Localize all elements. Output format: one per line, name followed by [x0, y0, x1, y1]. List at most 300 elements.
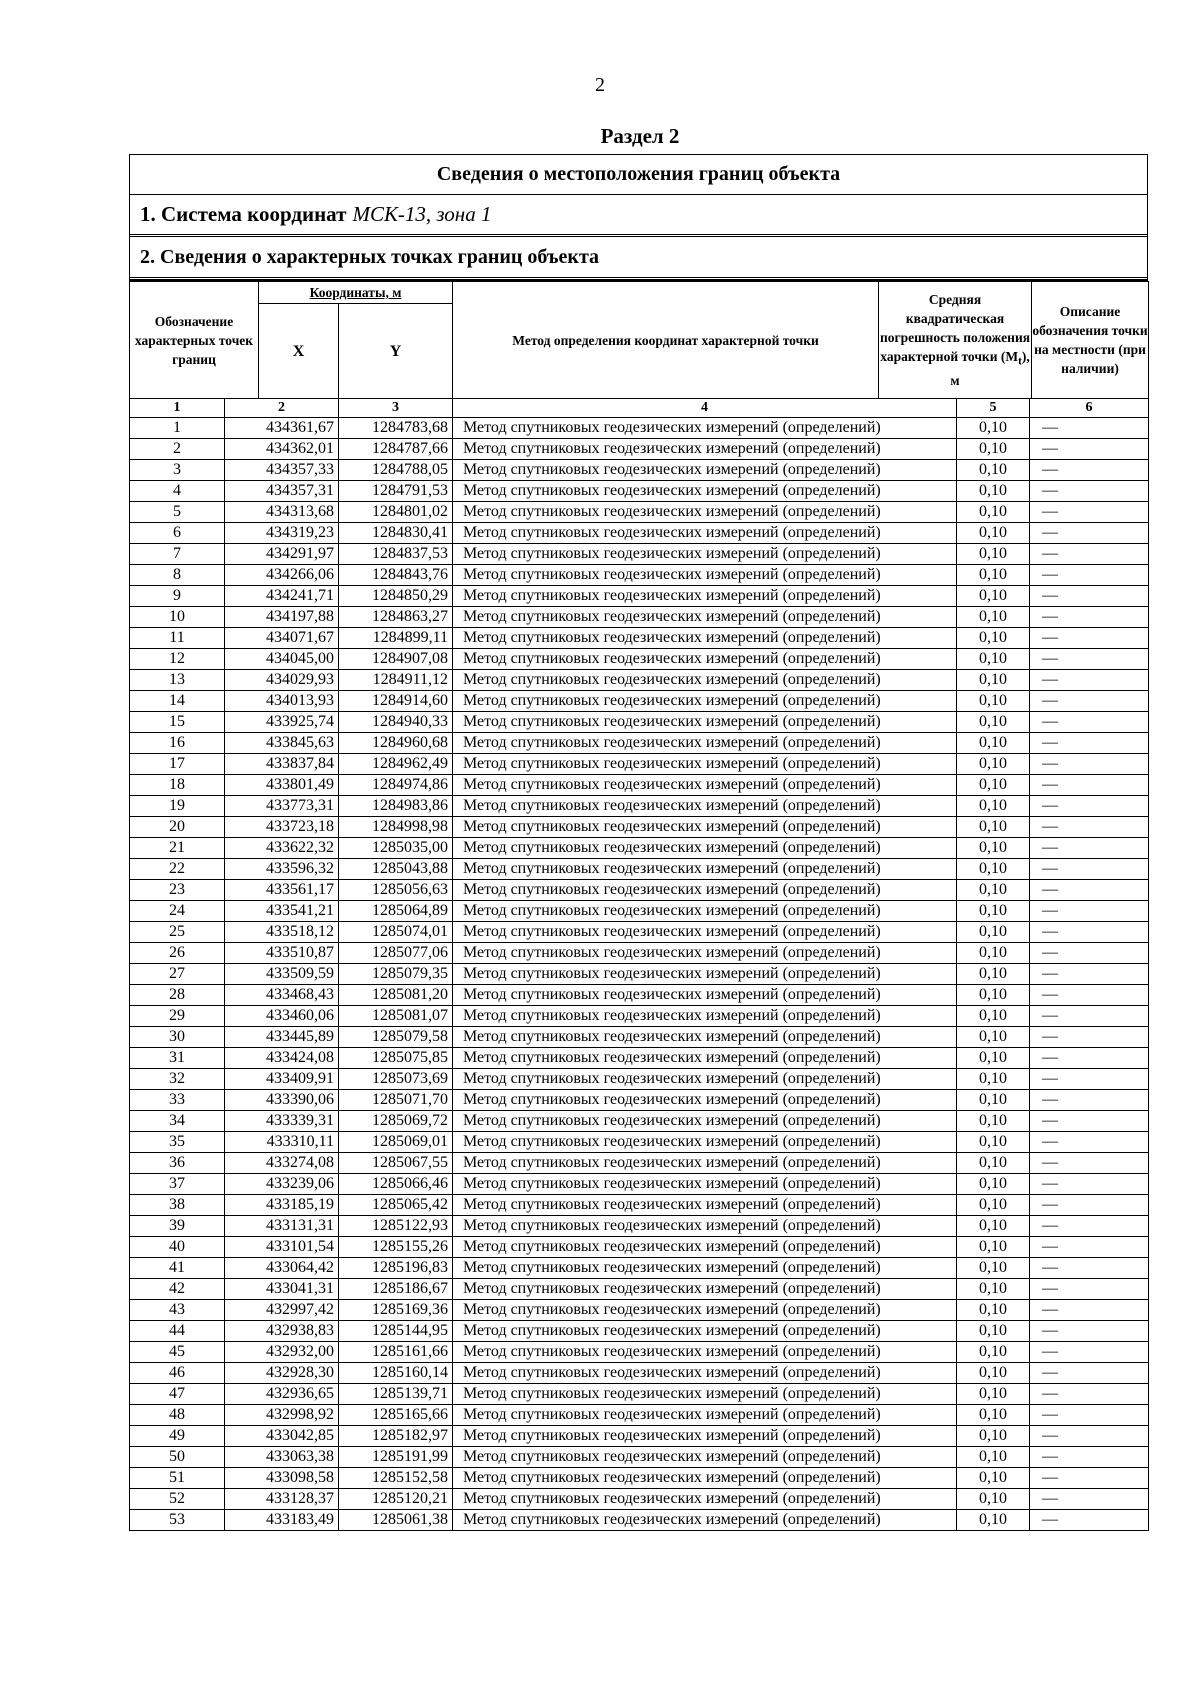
description-cell: — [1030, 502, 1149, 523]
error-cell: 0,10 [957, 1027, 1030, 1048]
description-cell: — [1030, 1489, 1149, 1510]
method-cell: Метод спутниковых геодезических измерений (определений) [453, 460, 957, 481]
y-coordinate-cell: 1285161,66 [339, 1342, 453, 1363]
column-number-row [130, 399, 1149, 418]
x-coordinate-cell: 433445,89 [225, 1027, 339, 1048]
x-coordinate-cell: 433845,63 [225, 733, 339, 754]
point-number-cell: 30 [130, 1027, 225, 1048]
method-cell: Метод спутниковых геодезических измерений (определений) [453, 586, 957, 607]
x-coordinate-cell: 433773,31 [225, 796, 339, 817]
table-row [130, 1237, 1149, 1258]
error-cell: 0,10 [957, 1069, 1030, 1090]
description-cell: — [1030, 1300, 1149, 1321]
method-cell: Метод спутниковых геодезических измерений (определений) [453, 418, 957, 439]
x-coordinate-cell: 432997,42 [225, 1300, 339, 1321]
y-coordinate-cell: 1284788,05 [339, 460, 453, 481]
method-cell: Метод спутниковых геодезических измерений (определений) [453, 1048, 957, 1069]
method-cell: Метод спутниковых геодезических измерений (определений) [453, 712, 957, 733]
error-cell: 0,10 [957, 1090, 1030, 1111]
error-cell: 0,10 [957, 1279, 1030, 1300]
table-row [130, 481, 1149, 502]
point-number-cell: 2 [130, 439, 225, 460]
x-coordinate-cell: 433310,11 [225, 1132, 339, 1153]
description-cell: — [1030, 586, 1149, 607]
table-row [130, 1489, 1149, 1510]
point-number-cell: 45 [130, 1342, 225, 1363]
description-cell: — [1030, 964, 1149, 985]
point-number-cell: 43 [130, 1300, 225, 1321]
x-coordinate-cell: 433424,08 [225, 1048, 339, 1069]
error-cell: 0,10 [957, 1447, 1030, 1468]
point-number-cell: 31 [130, 1048, 225, 1069]
x-coordinate-cell: 433596,32 [225, 859, 339, 880]
x-coordinate-cell: 433339,31 [225, 1111, 339, 1132]
x-coordinate-cell: 433622,32 [225, 838, 339, 859]
table-row [130, 733, 1149, 754]
y-coordinate-cell: 1285165,66 [339, 1405, 453, 1426]
method-cell: Метод спутниковых геодезических измерений (определений) [453, 565, 957, 586]
error-cell: 0,10 [957, 544, 1030, 565]
column-number: 1 [130, 399, 225, 418]
table-row [130, 565, 1149, 586]
error-cell: 0,10 [957, 1405, 1030, 1426]
header-error-sub: t [1018, 355, 1022, 368]
description-cell: — [1030, 754, 1149, 775]
x-coordinate-cell: 433098,58 [225, 1468, 339, 1489]
y-coordinate-cell: 1285196,83 [339, 1258, 453, 1279]
x-coordinate-cell: 432928,30 [225, 1363, 339, 1384]
x-coordinate-cell: 432998,92 [225, 1405, 339, 1426]
y-coordinate-cell: 1285035,00 [339, 838, 453, 859]
y-coordinate-cell: 1284787,66 [339, 439, 453, 460]
y-coordinate-cell: 1284783,68 [339, 418, 453, 439]
method-cell: Метод спутниковых геодезических измерений (определений) [453, 607, 957, 628]
y-coordinate-cell: 1285160,14 [339, 1363, 453, 1384]
table-row [130, 1216, 1149, 1237]
description-cell: — [1030, 796, 1149, 817]
table-row [130, 628, 1149, 649]
description-cell: — [1030, 838, 1149, 859]
point-number-cell: 23 [130, 880, 225, 901]
point-number-cell: 52 [130, 1489, 225, 1510]
y-coordinate-cell: 1284911,12 [339, 670, 453, 691]
point-number-cell: 53 [130, 1510, 225, 1531]
error-cell: 0,10 [957, 817, 1030, 838]
method-cell: Метод спутниковых геодезических измерений (определений) [453, 691, 957, 712]
method-cell: Метод спутниковых геодезических измерений (определений) [453, 1426, 957, 1447]
table-row [130, 1468, 1149, 1489]
table-row [130, 1384, 1149, 1405]
error-cell: 0,10 [957, 943, 1030, 964]
error-cell: 0,10 [957, 1153, 1030, 1174]
method-cell: Метод спутниковых геодезических измерений (определений) [453, 544, 957, 565]
point-number-cell: 16 [130, 733, 225, 754]
table-row [130, 1342, 1149, 1363]
error-cell: 0,10 [957, 523, 1030, 544]
description-cell: — [1030, 1027, 1149, 1048]
y-coordinate-cell: 1285079,35 [339, 964, 453, 985]
x-coordinate-cell: 433509,59 [225, 964, 339, 985]
header-point-designation: Обозначение характерных точек границ [130, 282, 259, 399]
description-cell: — [1030, 1510, 1149, 1531]
table-row [130, 796, 1149, 817]
y-coordinate-cell: 1284863,27 [339, 607, 453, 628]
x-coordinate-cell: 433510,87 [225, 943, 339, 964]
x-coordinate-cell: 433518,12 [225, 922, 339, 943]
description-cell: — [1030, 1384, 1149, 1405]
y-coordinate-cell: 1285067,55 [339, 1153, 453, 1174]
description-cell: — [1030, 523, 1149, 544]
description-cell: — [1030, 460, 1149, 481]
y-coordinate-cell: 1284960,68 [339, 733, 453, 754]
description-cell: — [1030, 1048, 1149, 1069]
y-coordinate-cell: 1285043,88 [339, 859, 453, 880]
method-cell: Метод спутниковых геодезических измерений (определений) [453, 1300, 957, 1321]
description-cell: — [1030, 775, 1149, 796]
page-number: 2 [595, 74, 605, 96]
point-number-cell: 34 [130, 1111, 225, 1132]
error-cell: 0,10 [957, 1363, 1030, 1384]
description-cell: — [1030, 691, 1149, 712]
method-cell: Метод спутниковых геодезических измерений (определений) [453, 1363, 957, 1384]
description-cell: — [1030, 1363, 1149, 1384]
error-cell: 0,10 [957, 922, 1030, 943]
x-coordinate-cell: 433183,49 [225, 1510, 339, 1531]
method-cell: Метод спутниковых геодезических измерений (определений) [453, 901, 957, 922]
table-row [130, 670, 1149, 691]
table-row [130, 964, 1149, 985]
point-number-cell: 39 [130, 1216, 225, 1237]
error-cell: 0,10 [957, 1006, 1030, 1027]
x-coordinate-cell: 433460,06 [225, 1006, 339, 1027]
point-number-cell: 15 [130, 712, 225, 733]
y-coordinate-cell: 1284914,60 [339, 691, 453, 712]
description-cell: — [1030, 1447, 1149, 1468]
method-cell: Метод спутниковых геодезических измерений (определений) [453, 817, 957, 838]
y-coordinate-cell: 1285075,85 [339, 1048, 453, 1069]
table-row [130, 523, 1149, 544]
x-coordinate-cell: 434313,68 [225, 502, 339, 523]
x-coordinate-cell: 433101,54 [225, 1237, 339, 1258]
description-cell: — [1030, 880, 1149, 901]
description-cell: — [1030, 607, 1149, 628]
description-cell: — [1030, 670, 1149, 691]
table-row [130, 1027, 1149, 1048]
x-coordinate-cell: 433723,18 [225, 817, 339, 838]
x-coordinate-cell: 434357,33 [225, 460, 339, 481]
table-row [130, 859, 1149, 880]
method-cell: Метод спутниковых геодезических измерений (определений) [453, 628, 957, 649]
x-coordinate-cell: 433561,17 [225, 880, 339, 901]
document-title: Сведения о местоположения границ объекта [130, 155, 1147, 195]
method-cell: Метод спутниковых геодезических измерений (определений) [453, 1174, 957, 1195]
error-cell: 0,10 [957, 859, 1030, 880]
table-header [129, 281, 1149, 399]
table-row [130, 1510, 1149, 1531]
description-cell: — [1030, 565, 1149, 586]
point-number-cell: 32 [130, 1069, 225, 1090]
points-table [129, 398, 1149, 1531]
table-row [130, 460, 1149, 481]
description-cell: — [1030, 733, 1149, 754]
table-row [130, 1426, 1149, 1447]
table-row [130, 985, 1149, 1006]
method-cell: Метод спутниковых геодезических измерений (определений) [453, 943, 957, 964]
method-cell: Метод спутниковых геодезических измерений (определений) [453, 1468, 957, 1489]
method-cell: Метод спутниковых геодезических измерений (определений) [453, 1237, 957, 1258]
point-number-cell: 49 [130, 1426, 225, 1447]
x-coordinate-cell: 433925,74 [225, 712, 339, 733]
point-number-cell: 4 [130, 481, 225, 502]
document-header-box [129, 154, 1148, 281]
table-row [130, 1321, 1149, 1342]
error-cell: 0,10 [957, 985, 1030, 1006]
x-coordinate-cell: 432936,65 [225, 1384, 339, 1405]
column-number: 3 [339, 399, 453, 418]
column-number: 4 [453, 399, 957, 418]
y-coordinate-cell: 1285074,01 [339, 922, 453, 943]
x-coordinate-cell: 432932,00 [225, 1342, 339, 1363]
description-cell: — [1030, 1279, 1149, 1300]
point-number-cell: 25 [130, 922, 225, 943]
method-cell: Метод спутниковых геодезических измерений (определений) [453, 985, 957, 1006]
error-cell: 0,10 [957, 481, 1030, 502]
error-cell: 0,10 [957, 1384, 1030, 1405]
section-title: Раздел 2 [600, 124, 680, 148]
error-cell: 0,10 [957, 1195, 1030, 1216]
table-row [130, 1069, 1149, 1090]
x-coordinate-cell: 433390,06 [225, 1090, 339, 1111]
method-cell: Метод спутниковых геодезических измерений (определений) [453, 439, 957, 460]
method-cell: Метод спутниковых геодезических измерений (определений) [453, 1279, 957, 1300]
point-number-cell: 36 [130, 1153, 225, 1174]
error-cell: 0,10 [957, 733, 1030, 754]
method-cell: Метод спутниковых геодезических измерений (определений) [453, 1510, 957, 1531]
table-row [130, 607, 1149, 628]
coordinate-system-label: 1. Система координат [140, 202, 347, 226]
error-cell: 0,10 [957, 502, 1030, 523]
description-cell: — [1030, 1321, 1149, 1342]
points-section-title: 2. Сведения о характерных точках границ объекта [130, 237, 1147, 280]
table-row [130, 1195, 1149, 1216]
error-cell: 0,10 [957, 838, 1030, 859]
method-cell: Метод спутниковых геодезических измерений (определений) [453, 1111, 957, 1132]
x-coordinate-cell: 434357,31 [225, 481, 339, 502]
error-cell: 0,10 [957, 1216, 1030, 1237]
y-coordinate-cell: 1284998,98 [339, 817, 453, 838]
y-coordinate-cell: 1285056,63 [339, 880, 453, 901]
point-number-cell: 12 [130, 649, 225, 670]
x-coordinate-cell: 433064,42 [225, 1258, 339, 1279]
method-cell: Метод спутниковых геодезических измерений (определений) [453, 1132, 957, 1153]
point-number-cell: 14 [130, 691, 225, 712]
error-cell: 0,10 [957, 1342, 1030, 1363]
method-cell: Метод спутниковых геодезических измерений (определений) [453, 670, 957, 691]
y-coordinate-cell: 1285066,46 [339, 1174, 453, 1195]
method-cell: Метод спутниковых геодезических измерений (определений) [453, 1153, 957, 1174]
table-row [130, 754, 1149, 775]
point-number-cell: 48 [130, 1405, 225, 1426]
x-coordinate-cell: 434071,67 [225, 628, 339, 649]
error-cell: 0,10 [957, 1174, 1030, 1195]
error-cell: 0,10 [957, 1132, 1030, 1153]
x-coordinate-cell: 433837,84 [225, 754, 339, 775]
column-number: 6 [1030, 399, 1149, 418]
error-cell: 0,10 [957, 418, 1030, 439]
description-cell: — [1030, 901, 1149, 922]
point-number-cell: 47 [130, 1384, 225, 1405]
table-row [130, 418, 1149, 439]
y-coordinate-cell: 1285069,72 [339, 1111, 453, 1132]
error-cell: 0,10 [957, 628, 1030, 649]
method-cell: Метод спутниковых геодезических измерений (определений) [453, 1006, 957, 1027]
table-row [130, 901, 1149, 922]
error-cell: 0,10 [957, 649, 1030, 670]
point-number-cell: 27 [130, 964, 225, 985]
y-coordinate-cell: 1285191,99 [339, 1447, 453, 1468]
description-cell: — [1030, 1111, 1149, 1132]
error-cell: 0,10 [957, 901, 1030, 922]
y-coordinate-cell: 1285079,58 [339, 1027, 453, 1048]
x-coordinate-cell: 433274,08 [225, 1153, 339, 1174]
method-cell: Метод спутниковых геодезических измерений (определений) [453, 1489, 957, 1510]
method-cell: Метод спутниковых геодезических измерений (определений) [453, 859, 957, 880]
table-row [130, 1006, 1149, 1027]
table-row [130, 1405, 1149, 1426]
point-number-cell: 26 [130, 943, 225, 964]
table-row [130, 838, 1149, 859]
header-error [879, 282, 1032, 399]
point-number-cell: 20 [130, 817, 225, 838]
header-description: Описание обозначения точки на местности (при наличии) [1032, 282, 1149, 399]
y-coordinate-cell: 1285064,89 [339, 901, 453, 922]
point-number-cell: 41 [130, 1258, 225, 1279]
point-number-cell: 51 [130, 1468, 225, 1489]
y-coordinate-cell: 1285144,95 [339, 1321, 453, 1342]
error-cell: 0,10 [957, 439, 1030, 460]
error-cell: 0,10 [957, 1426, 1030, 1447]
x-coordinate-cell: 433468,43 [225, 985, 339, 1006]
method-cell: Метод спутниковых геодезических измерений (определений) [453, 838, 957, 859]
error-cell: 0,10 [957, 1237, 1030, 1258]
table-row [130, 502, 1149, 523]
method-cell: Метод спутниковых геодезических измерений (определений) [453, 1342, 957, 1363]
description-cell: — [1030, 1195, 1149, 1216]
description-cell: — [1030, 1342, 1149, 1363]
description-cell: — [1030, 859, 1149, 880]
y-coordinate-cell: 1285182,97 [339, 1426, 453, 1447]
error-cell: 0,10 [957, 1258, 1030, 1279]
method-cell: Метод спутниковых геодезических измерений (определений) [453, 649, 957, 670]
error-cell: 0,10 [957, 1300, 1030, 1321]
method-cell: Метод спутниковых геодезических измерений (определений) [453, 1195, 957, 1216]
table-row [130, 586, 1149, 607]
method-cell: Метод спутниковых геодезических измерений (определений) [453, 796, 957, 817]
point-number-cell: 18 [130, 775, 225, 796]
y-coordinate-cell: 1285071,70 [339, 1090, 453, 1111]
point-number-cell: 22 [130, 859, 225, 880]
point-number-cell: 5 [130, 502, 225, 523]
point-number-cell: 1 [130, 418, 225, 439]
description-cell: — [1030, 481, 1149, 502]
x-coordinate-cell: 434291,97 [225, 544, 339, 565]
point-number-cell: 35 [130, 1132, 225, 1153]
point-number-cell: 38 [130, 1195, 225, 1216]
point-number-cell: 10 [130, 607, 225, 628]
x-coordinate-cell: 433801,49 [225, 775, 339, 796]
table-row [130, 712, 1149, 733]
description-cell: — [1030, 712, 1149, 733]
error-cell: 0,10 [957, 880, 1030, 901]
method-cell: Метод спутниковых геодезических измерений (определений) [453, 964, 957, 985]
y-coordinate-cell: 1285155,26 [339, 1237, 453, 1258]
x-coordinate-cell: 434197,88 [225, 607, 339, 628]
x-coordinate-cell: 434266,06 [225, 565, 339, 586]
y-coordinate-cell: 1284830,41 [339, 523, 453, 544]
description-cell: — [1030, 817, 1149, 838]
point-number-cell: 29 [130, 1006, 225, 1027]
method-cell: Метод спутниковых геодезических измерений (определений) [453, 1384, 957, 1405]
point-number-cell: 19 [130, 796, 225, 817]
header-coordinates: Координаты, м [259, 282, 453, 304]
x-coordinate-cell: 433063,38 [225, 1447, 339, 1468]
table-row [130, 1258, 1149, 1279]
x-coordinate-cell: 433541,21 [225, 901, 339, 922]
method-cell: Метод спутниковых геодезических измерений (определений) [453, 754, 957, 775]
column-number: 2 [225, 399, 339, 418]
y-coordinate-cell: 1285081,07 [339, 1006, 453, 1027]
point-number-cell: 6 [130, 523, 225, 544]
error-cell: 0,10 [957, 712, 1030, 733]
description-cell: — [1030, 922, 1149, 943]
description-cell: — [1030, 1405, 1149, 1426]
method-cell: Метод спутниковых геодезических измерений (определений) [453, 1321, 957, 1342]
method-cell: Метод спутниковых геодезических измерений (определений) [453, 481, 957, 502]
table-row [130, 1363, 1149, 1384]
table-row [130, 1090, 1149, 1111]
description-cell: — [1030, 1174, 1149, 1195]
point-number-cell: 13 [130, 670, 225, 691]
y-coordinate-cell: 1284962,49 [339, 754, 453, 775]
description-cell: — [1030, 1237, 1149, 1258]
y-coordinate-cell: 1284907,08 [339, 649, 453, 670]
description-cell: — [1030, 1426, 1149, 1447]
y-coordinate-cell: 1285186,67 [339, 1279, 453, 1300]
description-cell: — [1030, 1132, 1149, 1153]
description-cell: — [1030, 943, 1149, 964]
header-error-main: Средняя квадратическая погрешность положения характерной точки (M [880, 291, 1031, 364]
x-coordinate-cell: 433185,19 [225, 1195, 339, 1216]
table-row [130, 817, 1149, 838]
y-coordinate-cell: 1284843,76 [339, 565, 453, 586]
y-coordinate-cell: 1284974,86 [339, 775, 453, 796]
y-coordinate-cell: 1285081,20 [339, 985, 453, 1006]
point-number-cell: 24 [130, 901, 225, 922]
error-cell: 0,10 [957, 691, 1030, 712]
x-coordinate-cell: 434319,23 [225, 523, 339, 544]
x-coordinate-cell: 434362,01 [225, 439, 339, 460]
error-cell: 0,10 [957, 1321, 1030, 1342]
header-error-tail: ), м [950, 348, 1030, 389]
x-coordinate-cell: 433128,37 [225, 1489, 339, 1510]
description-cell: — [1030, 418, 1149, 439]
error-cell: 0,10 [957, 670, 1030, 691]
y-coordinate-cell: 1284899,11 [339, 628, 453, 649]
error-cell: 0,10 [957, 1510, 1030, 1531]
method-cell: Метод спутниковых геодезических измерений (определений) [453, 1405, 957, 1426]
description-cell: — [1030, 1006, 1149, 1027]
table-row [130, 1279, 1149, 1300]
